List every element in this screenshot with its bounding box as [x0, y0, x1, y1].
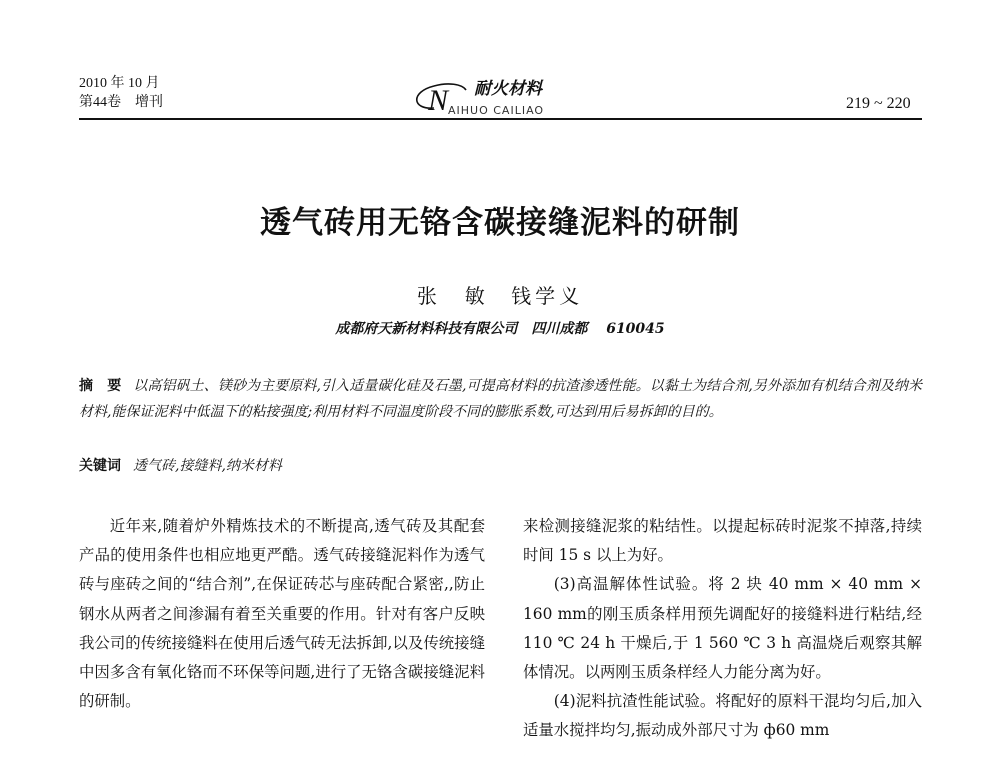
body-column-left [79, 512, 485, 716]
body-paragraph: 近年来,随着炉外精炼技术的不断提高,透气砖及其配套产品的使用条件也相应地更严酷。透气砖接缝泥料作为透气砖与座砖之间的“结合剂”,在保证砖芯与座砖配合紧密,,防止钢水从两者之间渗漏有着至关重要的作用。针对有客户反映我公司的传统接缝料在使用后透气砖无法拆卸,以及传统接缝中因多含有氧化铬而不环保等问题,进行了无铬含碳接缝泥料的研制。 [79, 517, 485, 711]
logo-latin-name: AIHUO CAILIAO [448, 104, 545, 117]
logo-chinese-name: 耐火材料 [474, 79, 542, 99]
abstract-label: 摘 要 [79, 378, 122, 394]
author-name: 张 敏 [416, 284, 489, 308]
author-name: 钱学义 [511, 284, 584, 308]
header-divider [79, 118, 922, 120]
body-paragraph: (4)泥料抗渣性能试验。将配好的原料干混均匀后,加入适量水搅拌均匀,振动成外部尺寸为 ф60 mm [523, 692, 922, 740]
journal-logo [404, 72, 604, 118]
logo-initial: N [428, 84, 449, 117]
affiliation: 成都府天新材料科技有限公司 四川成都 610045 [335, 321, 665, 337]
paper-title: 透气砖用无铬含碳接缝泥料的研制 [260, 205, 740, 241]
body-column-right [523, 512, 922, 746]
body-paragraph: (3)高温解体性试验。将 2 块 40 mm × 40 mm × 160 mm的刚玉质条样用预先调配好的接缝料进行粘结,经 110 ℃ 24 h 干燥后,于 1 560 ℃ 3 h 高温烧后观察其解体情况。以两刚玉质条样经人力能分离为好。 [523, 575, 922, 682]
abstract-text: 以高铝矾土、镁砂为主要原料,引入适量碳化硅及石墨,可提高材料的抗渣渗透性能。以黏土为结合剂,另外添加有机结合剂及纳米材料,能保证泥料中低温下的粘接强度;利用材料不同温度阶段不同的膨胀系数,可达到用后易拆卸的目的。 [79, 378, 923, 420]
keywords-text: 透气砖,接缝料,纳米材料 [133, 458, 282, 474]
keywords [79, 453, 922, 479]
page-range: 219 ~ 220 [846, 95, 911, 112]
issue-volume: 第44卷 增刊 [79, 95, 163, 110]
issue-date: 2010 年 10 月 [79, 76, 160, 91]
abstract [79, 373, 922, 425]
body-paragraph: 来检测接缝泥浆的粘结性。以提起标砖时泥浆不掉落,持续时间 15 s 以上为好。 [523, 517, 922, 565]
author-list [0, 280, 1000, 309]
keywords-label: 关键词 [79, 458, 121, 474]
journal-issue-info [79, 74, 163, 112]
